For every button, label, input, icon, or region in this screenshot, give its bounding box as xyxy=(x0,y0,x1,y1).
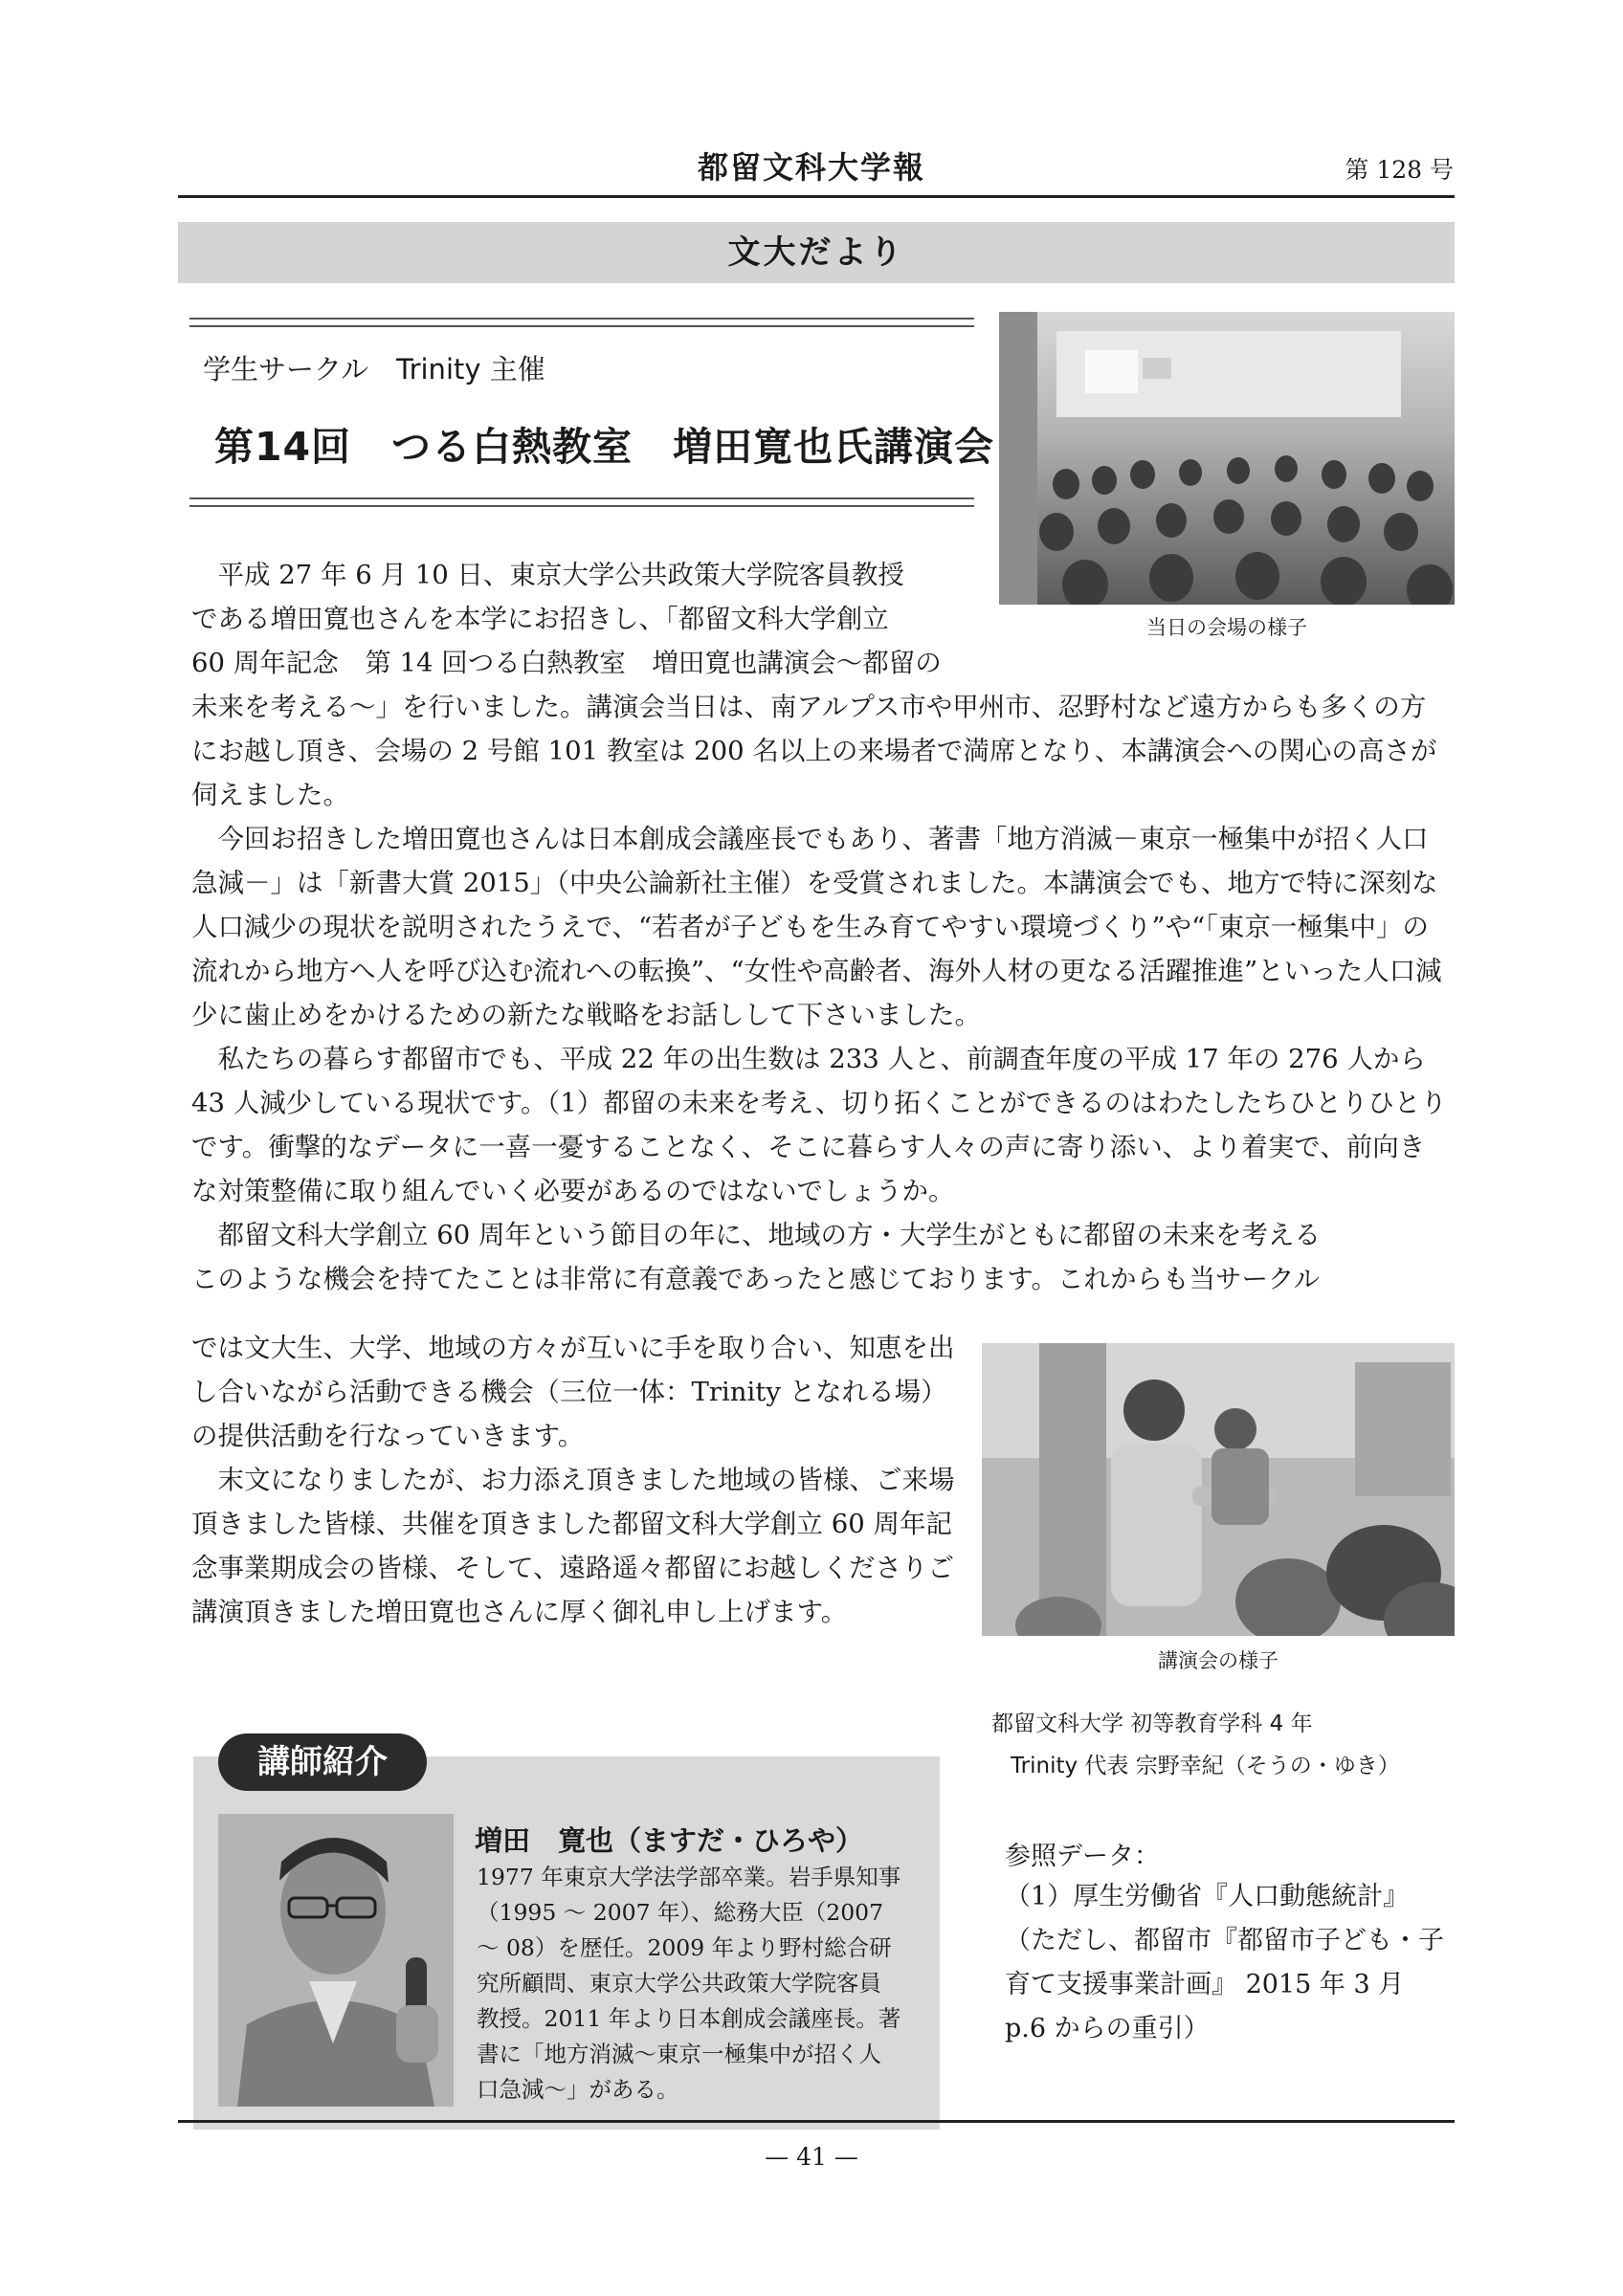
lecturer-portrait-image xyxy=(218,1814,454,2107)
article-intro xyxy=(191,553,986,685)
lecture-photo-caption: 講演会の様子 xyxy=(1158,1649,1278,1672)
article-body-wide xyxy=(191,685,1451,1301)
author-affiliation: 都留文科大学 初等教育学科 4 年 xyxy=(991,1711,1313,1736)
issue-number: 第 128 号 xyxy=(1345,156,1454,184)
intro-line-1: 平成 27 年 6 月 10 日、東京大学公共政策大学院客員教授 xyxy=(217,560,904,590)
section-title: 文大だより xyxy=(727,233,905,272)
references-item: （1）厚生労働省『人口動態統計』（ただし、都留市『都留市子ども・子育て支援事業計画』 2015 年 3 月 p.6 からの重引） xyxy=(1005,1882,1444,2043)
paragraph-4-line-1: 都留文科大学創立 60 周年という節目の年に、地域の方・大学生がともに都留の未来を考える xyxy=(217,1220,1321,1250)
footer-rule xyxy=(178,2120,1455,2123)
references-title: 参照データ： xyxy=(1005,1842,1160,1871)
paragraph-4-rest: では文大生、大学、地域の方々が互いに手を取り合い、知恵を出し合いながら活動できる機会（三位一体：Trinity となれる場）の提供活動を行なっていきます。 xyxy=(191,1333,955,1451)
paragraph-2: 今回お招きした増田寛也さんは日本創成会議座長でもあり、著書「地方消滅－東京一極集中が招く人口急減－」は「新書大賞 2015」（中央公論新社主催）を受賞されました。本講演会でも、地方で特に深刻な人口減少の現状を説明されたうえで、“若者が子どもを生み育てやすい環境づくり”や“「東京一極集中」の流れから地方へ人を呼び込む流れへの転換”、“女性や高齢者、海外人材の更なる活躍推進”といった人口減少に歯止めをかけるための新たな戦略をお話しして下さいました。 xyxy=(191,824,1442,1030)
intro-line-3: 60 周年記念 第 14 回つる白熱教室 増田寛也講演会～都留の xyxy=(191,648,942,678)
paragraph-3: 私たちの暮らす都留市でも、平成 22 年の出生数は 233 人と、前調査年度の平成 17 年の 276 人から 43 人減少している現状です。（1）都留の未来を考え、切り拓くことができるのはわたしたちひとりひとりです。衝撃的なデータに一喜一憂することなく、そこに暮らす人々の声に寄り添い、より着実で、前向きな対策整備に取り組んでいく必要があるのではないでしょうか。 xyxy=(191,1044,1447,1206)
title-bottom-rule xyxy=(189,497,974,507)
lecturer-bio: 1977 年東京大学法学部卒業。岩手県知事（1995 ～ 2007 年）、総務大臣（2007 ～ 08）を歴任。2009 年より野村総合研究所顧問、東京大学公共政策大学院客員教授。2011 年より日本創成会議座長。著書に「地方消滅～東京一極集中が招く人口急減～」がある。 xyxy=(477,1864,901,2103)
intro-line-2: である増田寛也さんを本学にお招きし、「都留文科大学創立 xyxy=(191,604,889,634)
lecture-photo-image xyxy=(982,1343,1455,1636)
header-rule xyxy=(178,195,1455,198)
title-top-rule xyxy=(189,318,974,327)
lecturer-badge: 講師紹介 xyxy=(218,1733,427,1791)
lecturer-portrait xyxy=(218,1814,454,2107)
publication-title: 都留文科大学報 xyxy=(697,149,925,186)
paragraph-5: 末文になりましたが、お力添え頂きました地域の皆様、ご来場頂きました皆様、共催を頂きました都留文科大学創立 60 周年記念事業期成会の皆様、そして、遠路遥々都留にお越しくださりご講演頂きました増田寛也さんに厚く御礼申し上げます。 xyxy=(191,1465,955,1627)
author-name: Trinity 代表 宗野幸紀（そうの・ゆき） xyxy=(1011,1754,1400,1778)
article-kicker: 学生サークル Trinity 主催 xyxy=(203,353,545,386)
paragraph-1-rest: 未来を考える～」を行いました。講演会当日は、南アルプス市や甲州市、忍野村など遠方からも多くの方にお越し頂き、会場の 2 号館 101 教室は 200 名以上の来場者で満席となり、本講演会への関心の高さが伺えました。 xyxy=(191,692,1437,810)
article-headline: 第14回 つる白熱教室 増田寛也氏講演会 xyxy=(214,424,995,470)
section-bar xyxy=(178,222,1455,283)
page-number: — 41 — xyxy=(765,2143,858,2171)
lecturer-name: 増田 寛也（ますだ・ひろや） xyxy=(475,1824,864,1857)
paragraph-4-line-2: このような機会を持てたことは非常に有意義であったと感じております。これからも当サークル xyxy=(191,1264,1321,1294)
venue-photo xyxy=(999,312,1455,605)
article-body-narrow xyxy=(191,1326,963,1634)
lecture-photo xyxy=(982,1343,1455,1636)
venue-photo-image xyxy=(999,312,1455,605)
venue-photo-caption: 当日の会場の様子 xyxy=(1146,616,1307,639)
